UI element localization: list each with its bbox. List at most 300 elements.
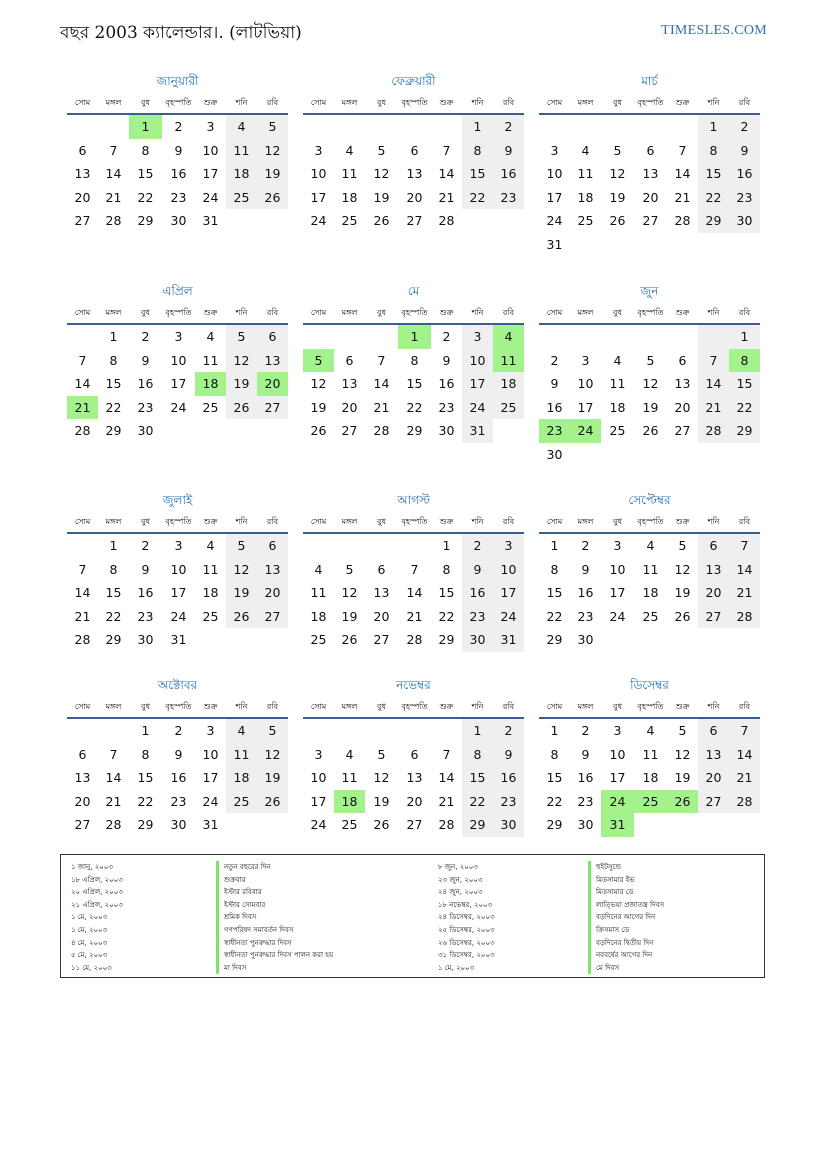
day-cell[interactable]: 18 (609, 399, 626, 415)
day-cell[interactable]: 4 (646, 723, 655, 738)
day-cell[interactable]: 28 (373, 423, 390, 439)
day-cell[interactable]: 26 (642, 423, 659, 439)
day-cell[interactable]: 11 (226, 743, 257, 767)
day-cell[interactable]: 14 (74, 585, 91, 601)
day-cell[interactable]: 2 (174, 723, 183, 738)
day-cell[interactable]: 23 (493, 186, 524, 210)
day-cell[interactable]: 24 (310, 213, 327, 229)
day-cell[interactable]: 14 (105, 166, 122, 182)
day-cell[interactable]: 23 (493, 790, 524, 814)
day-cell[interactable]: 3 (581, 352, 590, 368)
holiday-day-cell[interactable]: 1 (129, 115, 162, 139)
day-cell[interactable]: 12 (674, 746, 691, 762)
day-cell[interactable]: 12 (674, 561, 691, 577)
day-cell[interactable]: 8 (442, 561, 451, 577)
day-cell[interactable]: 1 (462, 719, 493, 743)
day-cell[interactable]: 8 (462, 139, 493, 163)
day-cell[interactable]: 18 (577, 189, 594, 205)
day-cell[interactable]: 1 (442, 538, 451, 553)
day-cell[interactable]: 25 (226, 790, 257, 814)
day-cell[interactable]: 12 (226, 349, 257, 373)
day-cell[interactable]: 13 (698, 743, 729, 767)
day-cell[interactable]: 3 (462, 325, 493, 349)
day-cell[interactable]: 30 (577, 817, 594, 833)
day-cell[interactable]: 29 (438, 632, 455, 648)
day-cell[interactable]: 19 (257, 766, 288, 790)
day-cell[interactable]: 5 (226, 534, 257, 558)
day-cell[interactable]: 25 (609, 423, 626, 439)
day-cell[interactable]: 20 (373, 608, 390, 624)
day-cell[interactable]: 5 (257, 719, 288, 743)
day-cell[interactable]: 25 (341, 817, 358, 833)
day-cell[interactable]: 13 (257, 558, 288, 582)
day-cell[interactable]: 27 (406, 213, 423, 229)
day-cell[interactable]: 1 (550, 538, 559, 553)
day-cell[interactable]: 29 (729, 419, 760, 443)
day-cell[interactable]: 7 (377, 352, 386, 368)
day-cell[interactable]: 10 (310, 770, 327, 786)
day-cell[interactable]: 16 (577, 585, 594, 601)
day-cell[interactable]: 11 (341, 770, 358, 786)
day-cell[interactable]: 9 (174, 142, 183, 158)
day-cell[interactable]: 21 (438, 793, 455, 809)
day-cell[interactable]: 4 (206, 538, 215, 553)
day-cell[interactable]: 10 (462, 349, 493, 373)
day-cell[interactable]: 5 (377, 746, 386, 762)
day-cell[interactable]: 12 (257, 743, 288, 767)
day-cell[interactable]: 11 (609, 376, 626, 392)
day-cell[interactable]: 13 (341, 376, 358, 392)
day-cell[interactable]: 16 (462, 581, 493, 605)
day-cell[interactable]: 1 (109, 538, 118, 553)
day-cell[interactable]: 18 (642, 770, 659, 786)
day-cell[interactable]: 26 (373, 213, 390, 229)
day-cell[interactable]: 15 (729, 372, 760, 396)
day-cell[interactable]: 4 (345, 142, 354, 158)
day-cell[interactable]: 14 (74, 376, 91, 392)
day-cell[interactable]: 23 (729, 186, 760, 210)
day-cell[interactable]: 27 (373, 632, 390, 648)
day-cell[interactable]: 6 (345, 352, 354, 368)
day-cell[interactable]: 9 (141, 352, 150, 368)
day-cell[interactable]: 9 (550, 376, 559, 392)
day-cell[interactable]: 8 (462, 743, 493, 767)
day-cell[interactable]: 1 (462, 115, 493, 139)
day-cell[interactable]: 26 (310, 423, 327, 439)
day-cell[interactable]: 30 (137, 423, 154, 439)
day-cell[interactable]: 2 (141, 538, 150, 553)
day-cell[interactable]: 28 (438, 213, 455, 229)
day-cell[interactable]: 13 (406, 166, 423, 182)
day-cell[interactable]: 19 (609, 189, 626, 205)
day-cell[interactable]: 31 (493, 628, 524, 652)
day-cell[interactable]: 7 (698, 349, 729, 373)
day-cell[interactable]: 24 (170, 399, 187, 415)
day-cell[interactable]: 31 (462, 419, 493, 443)
day-cell[interactable]: 24 (609, 608, 626, 624)
day-cell[interactable]: 15 (105, 585, 122, 601)
day-cell[interactable]: 27 (642, 213, 659, 229)
day-cell[interactable]: 11 (642, 561, 659, 577)
day-cell[interactable]: 1 (109, 329, 118, 344)
day-cell[interactable]: 21 (729, 581, 760, 605)
day-cell[interactable]: 19 (674, 770, 691, 786)
day-cell[interactable]: 10 (493, 558, 524, 582)
day-cell[interactable]: 23 (577, 793, 594, 809)
day-cell[interactable]: 6 (646, 142, 655, 158)
day-cell[interactable]: 20 (257, 581, 288, 605)
holiday-day-cell[interactable]: 11 (493, 349, 524, 373)
day-cell[interactable]: 13 (74, 770, 91, 786)
day-cell[interactable]: 15 (438, 585, 455, 601)
day-cell[interactable]: 1 (550, 723, 559, 738)
day-cell[interactable]: 30 (462, 628, 493, 652)
day-cell[interactable]: 10 (609, 746, 626, 762)
day-cell[interactable]: 25 (202, 608, 219, 624)
day-cell[interactable]: 26 (674, 608, 691, 624)
day-cell[interactable]: 9 (493, 139, 524, 163)
day-cell[interactable]: 22 (462, 790, 493, 814)
day-cell[interactable]: 19 (310, 399, 327, 415)
day-cell[interactable]: 18 (642, 585, 659, 601)
day-cell[interactable]: 3 (206, 723, 215, 738)
day-cell[interactable]: 30 (170, 213, 187, 229)
day-cell[interactable]: 3 (314, 746, 323, 762)
day-cell[interactable]: 15 (462, 162, 493, 186)
day-cell[interactable]: 2 (141, 329, 150, 344)
day-cell[interactable]: 15 (698, 162, 729, 186)
day-cell[interactable]: 3 (314, 142, 323, 158)
day-cell[interactable]: 17 (170, 585, 187, 601)
day-cell[interactable]: 13 (74, 166, 91, 182)
day-cell[interactable]: 29 (406, 423, 423, 439)
day-cell[interactable]: 12 (341, 585, 358, 601)
day-cell[interactable]: 9 (442, 352, 451, 368)
day-cell[interactable]: 13 (257, 349, 288, 373)
day-cell[interactable]: 28 (729, 605, 760, 629)
holiday-day-cell[interactable]: 24 (570, 419, 601, 443)
day-cell[interactable]: 7 (410, 561, 419, 577)
day-cell[interactable]: 27 (74, 213, 91, 229)
holiday-day-cell[interactable]: 18 (334, 790, 365, 814)
day-cell[interactable]: 24 (170, 608, 187, 624)
day-cell[interactable]: 30 (438, 423, 455, 439)
day-cell[interactable]: 15 (546, 770, 563, 786)
day-cell[interactable]: 3 (206, 119, 215, 134)
day-cell[interactable]: 25 (577, 213, 594, 229)
day-cell[interactable]: 9 (581, 561, 590, 577)
day-cell[interactable]: 22 (105, 399, 122, 415)
day-cell[interactable]: 3 (613, 723, 622, 738)
day-cell[interactable]: 27 (674, 423, 691, 439)
day-cell[interactable]: 11 (226, 139, 257, 163)
day-cell[interactable]: 5 (257, 115, 288, 139)
day-cell[interactable]: 15 (406, 376, 423, 392)
day-cell[interactable]: 5 (377, 142, 386, 158)
day-cell[interactable]: 28 (105, 213, 122, 229)
day-cell[interactable]: 3 (550, 142, 559, 158)
day-cell[interactable]: 20 (674, 399, 691, 415)
day-cell[interactable]: 8 (410, 352, 419, 368)
day-cell[interactable]: 5 (646, 352, 655, 368)
day-cell[interactable]: 24 (202, 793, 219, 809)
day-cell[interactable]: 9 (141, 561, 150, 577)
day-cell[interactable]: 10 (546, 166, 563, 182)
day-cell[interactable]: 14 (729, 558, 760, 582)
day-cell[interactable]: 1 (729, 325, 760, 349)
day-cell[interactable]: 30 (170, 817, 187, 833)
day-cell[interactable]: 17 (202, 770, 219, 786)
day-cell[interactable]: 7 (442, 142, 451, 158)
day-cell[interactable]: 8 (141, 142, 150, 158)
site-logo-text[interactable]: TIMESLES.COM (661, 23, 767, 38)
day-cell[interactable]: 12 (609, 166, 626, 182)
day-cell[interactable]: 30 (493, 813, 524, 837)
day-cell[interactable]: 17 (170, 376, 187, 392)
day-cell[interactable]: 27 (406, 817, 423, 833)
holiday-day-cell[interactable]: 26 (667, 790, 698, 814)
day-cell[interactable]: 6 (410, 142, 419, 158)
day-cell[interactable]: 27 (698, 605, 729, 629)
day-cell[interactable]: 5 (345, 561, 354, 577)
day-cell[interactable]: 6 (78, 746, 87, 762)
day-cell[interactable]: 30 (546, 446, 563, 462)
day-cell[interactable]: 18 (226, 766, 257, 790)
day-cell[interactable]: 10 (202, 142, 219, 158)
day-cell[interactable]: 7 (678, 142, 687, 158)
day-cell[interactable]: 26 (226, 396, 257, 420)
day-cell[interactable]: 29 (546, 817, 563, 833)
day-cell[interactable]: 10 (609, 561, 626, 577)
day-cell[interactable]: 29 (105, 632, 122, 648)
day-cell[interactable]: 11 (202, 561, 219, 577)
day-cell[interactable]: 4 (206, 329, 215, 344)
day-cell[interactable]: 23 (577, 608, 594, 624)
day-cell[interactable]: 6 (678, 352, 687, 368)
day-cell[interactable]: 29 (137, 213, 154, 229)
day-cell[interactable]: 6 (78, 142, 87, 158)
day-cell[interactable]: 17 (609, 770, 626, 786)
day-cell[interactable]: 8 (109, 352, 118, 368)
day-cell[interactable]: 17 (546, 189, 563, 205)
day-cell[interactable]: 7 (78, 561, 87, 577)
day-cell[interactable]: 5 (613, 142, 622, 158)
day-cell[interactable]: 18 (341, 189, 358, 205)
day-cell[interactable]: 20 (406, 793, 423, 809)
day-cell[interactable]: 3 (174, 329, 183, 344)
holiday-day-cell[interactable]: 24 (601, 790, 634, 814)
day-cell[interactable]: 11 (341, 166, 358, 182)
day-cell[interactable]: 9 (493, 743, 524, 767)
day-cell[interactable]: 28 (406, 632, 423, 648)
day-cell[interactable]: 2 (174, 119, 183, 134)
day-cell[interactable]: 25 (642, 608, 659, 624)
day-cell[interactable]: 3 (174, 538, 183, 553)
day-cell[interactable]: 16 (546, 399, 563, 415)
day-cell[interactable]: 23 (170, 793, 187, 809)
holiday-day-cell[interactable]: 31 (601, 813, 634, 837)
day-cell[interactable]: 14 (674, 166, 691, 182)
day-cell[interactable]: 27 (257, 605, 288, 629)
day-cell[interactable]: 16 (438, 376, 455, 392)
day-cell[interactable]: 4 (226, 115, 257, 139)
day-cell[interactable]: 5 (226, 325, 257, 349)
day-cell[interactable]: 23 (462, 605, 493, 629)
day-cell[interactable]: 29 (137, 817, 154, 833)
day-cell[interactable]: 2 (493, 719, 524, 743)
day-cell[interactable]: 19 (226, 581, 257, 605)
day-cell[interactable]: 18 (310, 608, 327, 624)
day-cell[interactable]: 16 (493, 766, 524, 790)
day-cell[interactable]: 14 (105, 770, 122, 786)
day-cell[interactable]: 11 (642, 746, 659, 762)
day-cell[interactable]: 21 (698, 396, 729, 420)
day-cell[interactable]: 29 (105, 423, 122, 439)
day-cell[interactable]: 20 (74, 793, 91, 809)
day-cell[interactable]: 7 (109, 746, 118, 762)
day-cell[interactable]: 27 (698, 790, 729, 814)
day-cell[interactable]: 14 (698, 372, 729, 396)
day-cell[interactable]: 6 (377, 561, 386, 577)
day-cell[interactable]: 12 (642, 376, 659, 392)
holiday-day-cell[interactable]: 4 (493, 325, 524, 349)
day-cell[interactable]: 31 (546, 236, 563, 252)
day-cell[interactable]: 20 (698, 766, 729, 790)
day-cell[interactable]: 25 (310, 632, 327, 648)
holiday-day-cell[interactable]: 1 (398, 325, 431, 349)
day-cell[interactable]: 1 (141, 723, 150, 738)
day-cell[interactable]: 20 (698, 581, 729, 605)
day-cell[interactable]: 2 (462, 534, 493, 558)
day-cell[interactable]: 21 (373, 399, 390, 415)
day-cell[interactable]: 6 (698, 719, 729, 743)
day-cell[interactable]: 22 (406, 399, 423, 415)
day-cell[interactable]: 10 (170, 561, 187, 577)
day-cell[interactable]: 4 (613, 352, 622, 368)
day-cell[interactable]: 12 (373, 770, 390, 786)
day-cell[interactable]: 2 (442, 329, 451, 344)
day-cell[interactable]: 10 (310, 166, 327, 182)
day-cell[interactable]: 13 (674, 376, 691, 392)
day-cell[interactable]: 15 (546, 585, 563, 601)
day-cell[interactable]: 2 (581, 723, 590, 738)
day-cell[interactable]: 7 (442, 746, 451, 762)
day-cell[interactable]: 28 (74, 423, 91, 439)
day-cell[interactable]: 21 (105, 793, 122, 809)
day-cell[interactable]: 14 (729, 743, 760, 767)
day-cell[interactable]: 6 (257, 325, 288, 349)
day-cell[interactable]: 22 (546, 608, 563, 624)
holiday-day-cell[interactable]: 8 (729, 349, 760, 373)
day-cell[interactable]: 14 (406, 585, 423, 601)
day-cell[interactable]: 29 (462, 813, 493, 837)
day-cell[interactable]: 28 (438, 817, 455, 833)
day-cell[interactable]: 17 (202, 166, 219, 182)
day-cell[interactable]: 8 (550, 746, 559, 762)
holiday-day-cell[interactable]: 5 (303, 349, 334, 373)
day-cell[interactable]: 23 (438, 399, 455, 415)
holiday-day-cell[interactable]: 21 (67, 396, 98, 420)
day-cell[interactable]: 22 (137, 189, 154, 205)
day-cell[interactable]: 15 (137, 770, 154, 786)
day-cell[interactable]: 24 (202, 189, 219, 205)
day-cell[interactable]: 6 (698, 534, 729, 558)
day-cell[interactable]: 26 (341, 632, 358, 648)
day-cell[interactable]: 15 (105, 376, 122, 392)
day-cell[interactable]: 22 (438, 608, 455, 624)
day-cell[interactable]: 19 (341, 608, 358, 624)
day-cell[interactable]: 20 (341, 399, 358, 415)
day-cell[interactable]: 20 (406, 189, 423, 205)
day-cell[interactable]: 6 (257, 534, 288, 558)
day-cell[interactable]: 21 (74, 608, 91, 624)
day-cell[interactable]: 11 (202, 352, 219, 368)
day-cell[interactable]: 8 (550, 561, 559, 577)
day-cell[interactable]: 21 (105, 189, 122, 205)
day-cell[interactable]: 17 (493, 581, 524, 605)
day-cell[interactable]: 19 (373, 793, 390, 809)
holiday-day-cell[interactable]: 20 (257, 372, 288, 396)
day-cell[interactable]: 23 (170, 189, 187, 205)
day-cell[interactable]: 7 (78, 352, 87, 368)
day-cell[interactable]: 17 (310, 189, 327, 205)
day-cell[interactable]: 7 (109, 142, 118, 158)
day-cell[interactable]: 24 (546, 213, 563, 229)
day-cell[interactable]: 19 (257, 162, 288, 186)
day-cell[interactable]: 13 (698, 558, 729, 582)
day-cell[interactable]: 28 (105, 817, 122, 833)
day-cell[interactable]: 2 (581, 538, 590, 553)
day-cell[interactable]: 21 (674, 189, 691, 205)
day-cell[interactable]: 3 (493, 534, 524, 558)
day-cell[interactable]: 14 (373, 376, 390, 392)
day-cell[interactable]: 26 (226, 605, 257, 629)
day-cell[interactable]: 19 (674, 585, 691, 601)
day-cell[interactable]: 5 (678, 538, 687, 553)
day-cell[interactable]: 26 (373, 817, 390, 833)
day-cell[interactable]: 1 (698, 115, 729, 139)
day-cell[interactable]: 17 (577, 399, 594, 415)
day-cell[interactable]: 10 (202, 746, 219, 762)
day-cell[interactable]: 14 (438, 166, 455, 182)
day-cell[interactable]: 31 (202, 817, 219, 833)
day-cell[interactable]: 2 (729, 115, 760, 139)
day-cell[interactable]: 25 (202, 399, 219, 415)
day-cell[interactable]: 11 (310, 585, 327, 601)
day-cell[interactable]: 19 (642, 399, 659, 415)
day-cell[interactable]: 21 (729, 766, 760, 790)
day-cell[interactable]: 4 (345, 746, 354, 762)
day-cell[interactable]: 12 (373, 166, 390, 182)
day-cell[interactable]: 6 (410, 746, 419, 762)
holiday-day-cell[interactable]: 18 (195, 372, 226, 396)
day-cell[interactable]: 30 (577, 632, 594, 648)
holiday-day-cell[interactable]: 25 (634, 790, 667, 814)
day-cell[interactable]: 12 (257, 139, 288, 163)
day-cell[interactable]: 30 (729, 209, 760, 233)
day-cell[interactable]: 4 (226, 719, 257, 743)
day-cell[interactable]: 16 (493, 162, 524, 186)
day-cell[interactable]: 3 (613, 538, 622, 553)
day-cell[interactable]: 16 (170, 770, 187, 786)
day-cell[interactable]: 28 (74, 632, 91, 648)
day-cell[interactable]: 7 (729, 719, 760, 743)
holiday-day-cell[interactable]: 23 (539, 419, 570, 443)
day-cell[interactable]: 22 (105, 608, 122, 624)
day-cell[interactable]: 21 (406, 608, 423, 624)
day-cell[interactable]: 8 (141, 746, 150, 762)
day-cell[interactable]: 13 (406, 770, 423, 786)
